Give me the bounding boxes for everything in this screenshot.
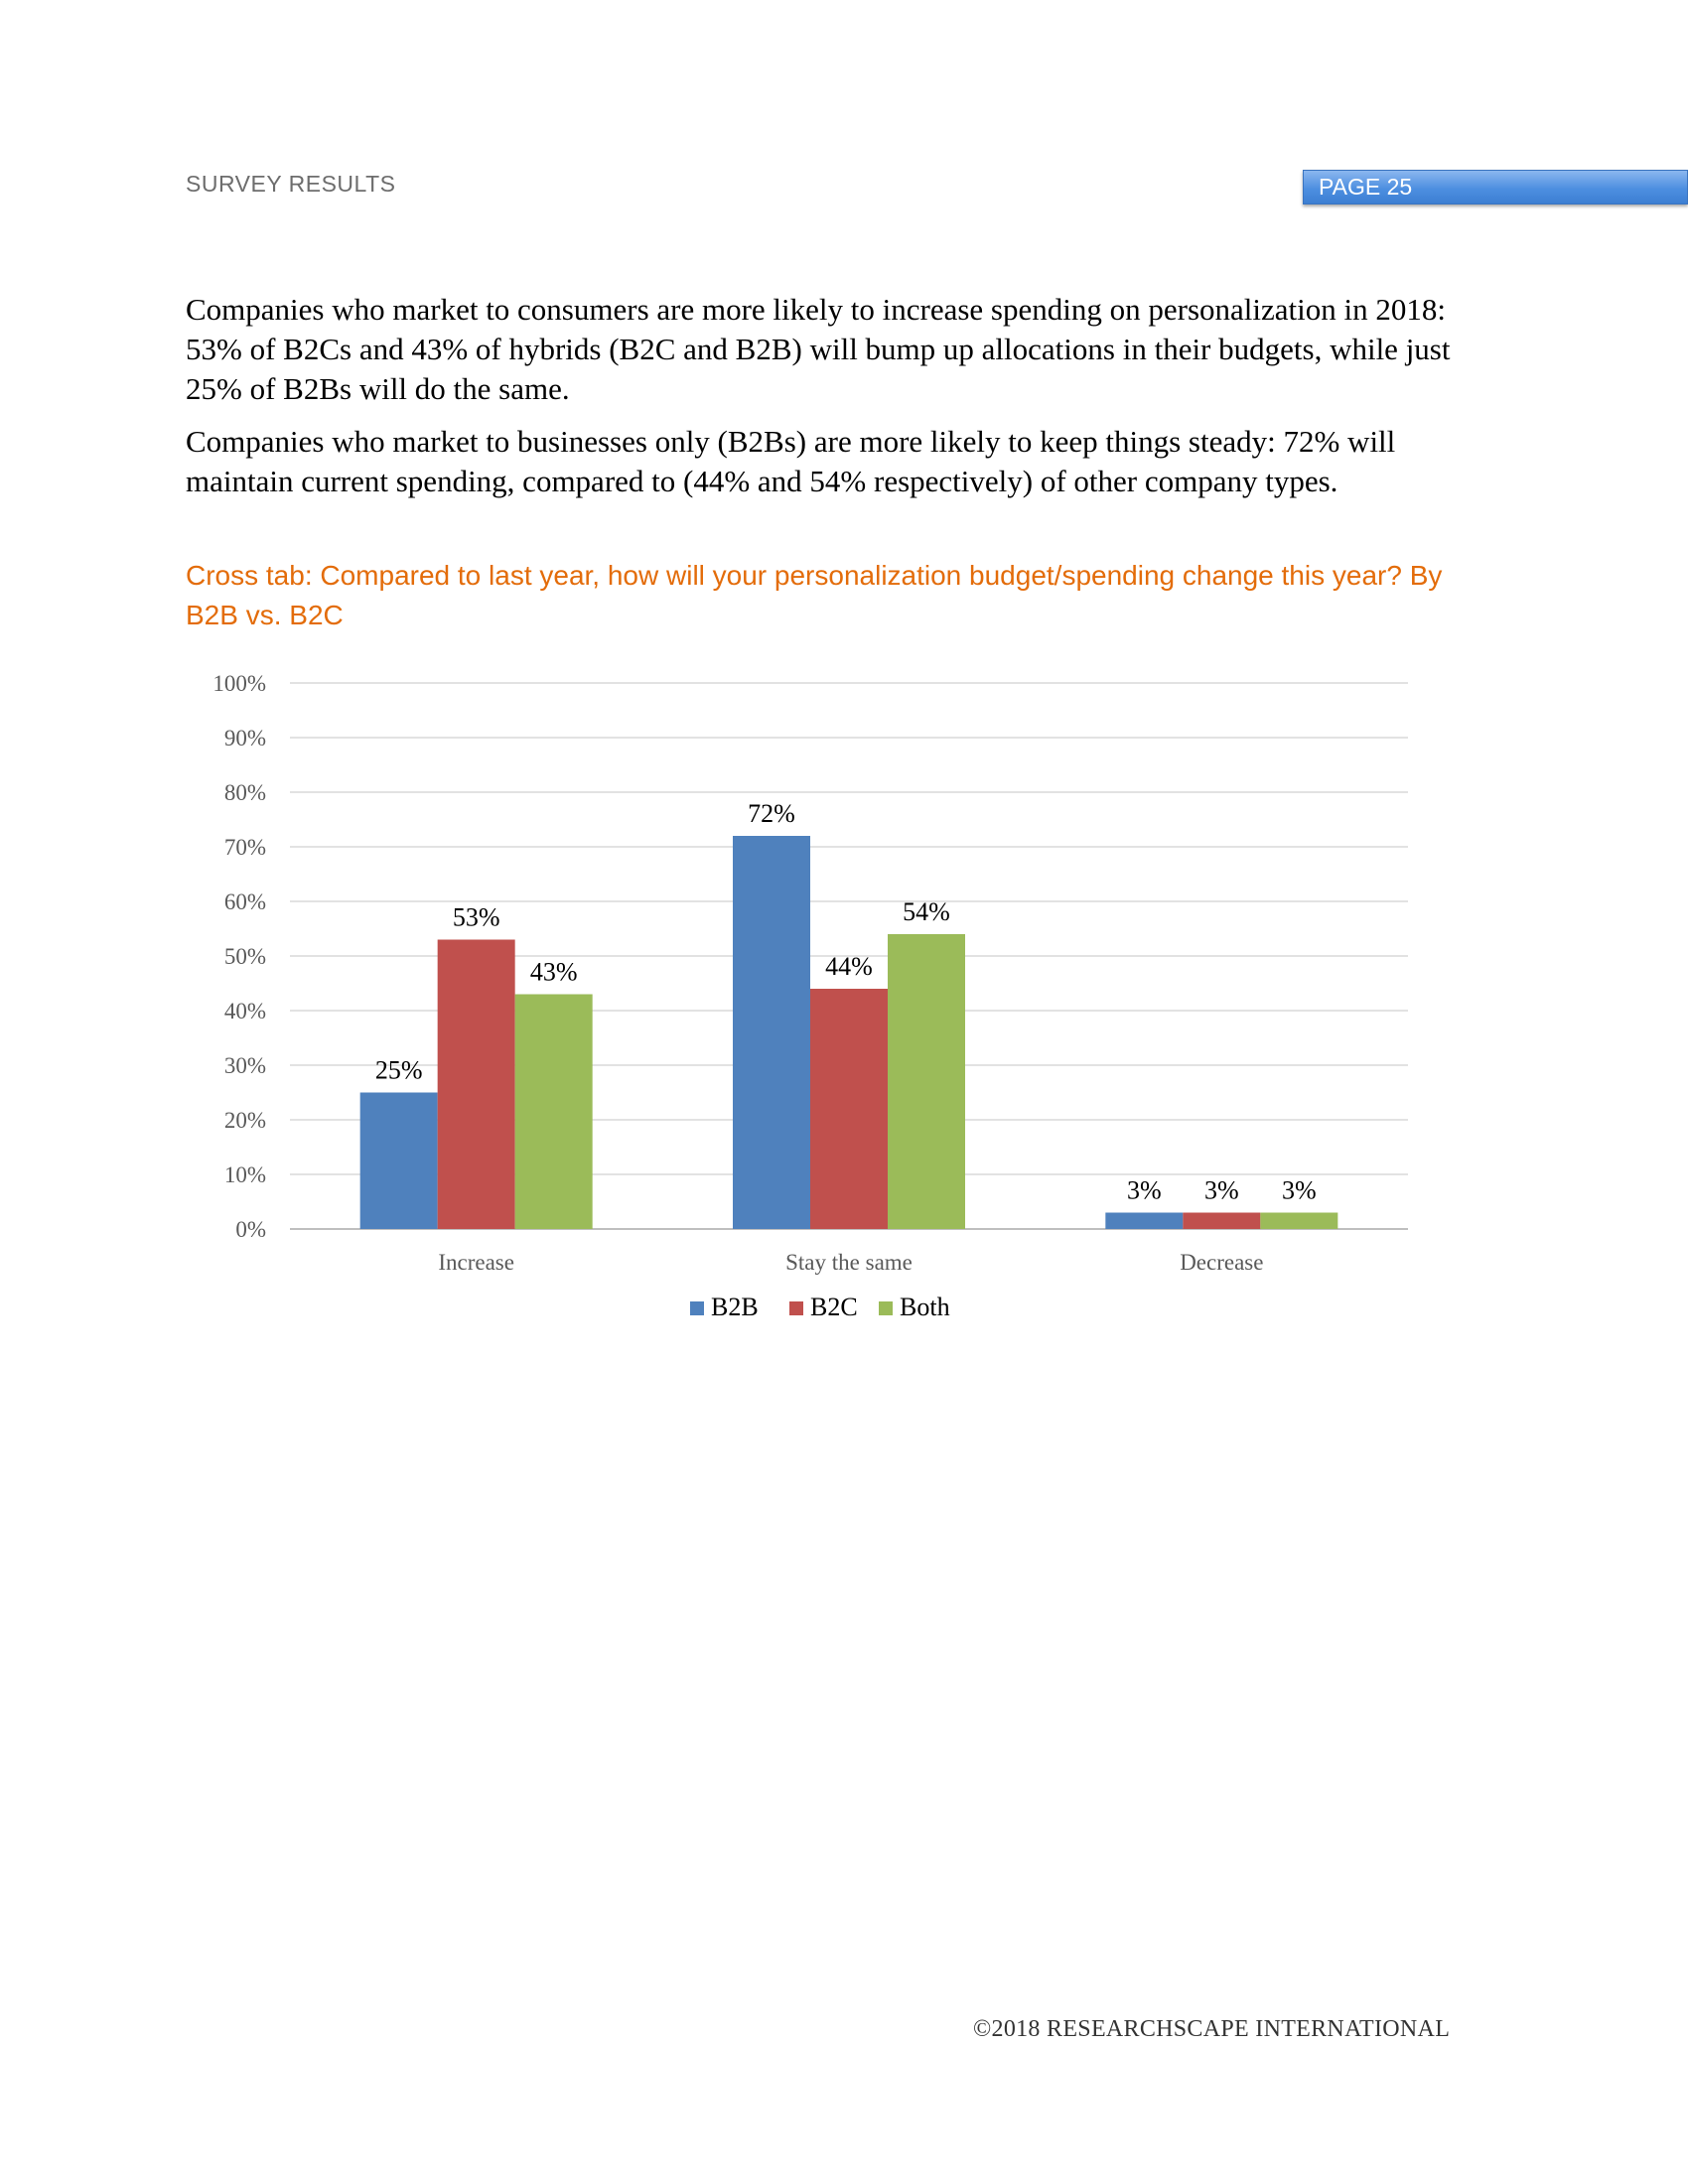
bar <box>360 1093 438 1230</box>
paragraph-increase-spending: Companies who market to consumers are more likely to increase spending on personalization in 2018: 53% of B2Cs and 43% of hybrids (B2C and B2B) will bump up allocations in their budgets, while just 25% of B2Bs will do the same. <box>186 292 1451 406</box>
y-tick-label: 10% <box>223 1162 266 1187</box>
y-tick-label: 40% <box>223 999 266 1024</box>
y-tick-label: 100% <box>212 671 266 696</box>
bar <box>438 940 515 1230</box>
y-tick-label: 30% <box>223 1053 266 1078</box>
data-label: 3% <box>1203 1175 1239 1205</box>
bar <box>733 836 810 1229</box>
y-tick-label: 0% <box>235 1217 266 1242</box>
legend-swatch <box>690 1301 704 1315</box>
bar <box>1105 1213 1183 1230</box>
y-tick-label: 70% <box>223 835 266 860</box>
data-label: 3% <box>1281 1175 1317 1205</box>
y-tick-label: 90% <box>223 726 266 751</box>
data-label: 54% <box>903 897 950 926</box>
y-tick-label: 80% <box>223 780 266 805</box>
y-tick-label: 50% <box>223 944 266 969</box>
bar <box>1183 1213 1260 1230</box>
y-tick-label: 60% <box>223 889 266 914</box>
legend-label: B2C <box>810 1293 858 1321</box>
bar <box>1260 1213 1337 1230</box>
data-label: 3% <box>1126 1175 1162 1205</box>
legend-label: B2B <box>711 1293 759 1321</box>
bar <box>888 934 965 1229</box>
x-tick-label: Stay the same <box>785 1250 913 1275</box>
data-label: 43% <box>529 957 578 987</box>
bar <box>515 995 593 1230</box>
data-label: 25% <box>374 1055 423 1085</box>
copyright-footer: ©2018 RESEARCHSCAPE INTERNATIONAL <box>973 2016 1451 2042</box>
x-tick-label: Decrease <box>1180 1250 1264 1275</box>
x-tick-label: Increase <box>438 1250 514 1275</box>
data-label: 72% <box>748 799 795 828</box>
data-label: 44% <box>825 952 873 981</box>
section-label: SURVEY RESULTS <box>186 171 396 197</box>
cross-tab-question: Cross tab: Compared to last year, how will your personalization budget/spending change this year? By B2B vs. B2C <box>186 560 1443 630</box>
data-label: 53% <box>452 902 500 932</box>
bar <box>810 989 888 1229</box>
y-tick-label: 20% <box>223 1108 266 1133</box>
legend-swatch <box>789 1301 803 1315</box>
paragraph-steady-spending: Companies who market to businesses only (B2Bs) are more likely to keep things steady: 72% will maintain current spending, compared to (44% and 54% respectively) of other company types. <box>186 424 1396 498</box>
page-number-label: PAGE 25 <box>1319 174 1413 200</box>
legend-swatch <box>879 1301 893 1315</box>
legend-label: Both <box>900 1293 950 1321</box>
